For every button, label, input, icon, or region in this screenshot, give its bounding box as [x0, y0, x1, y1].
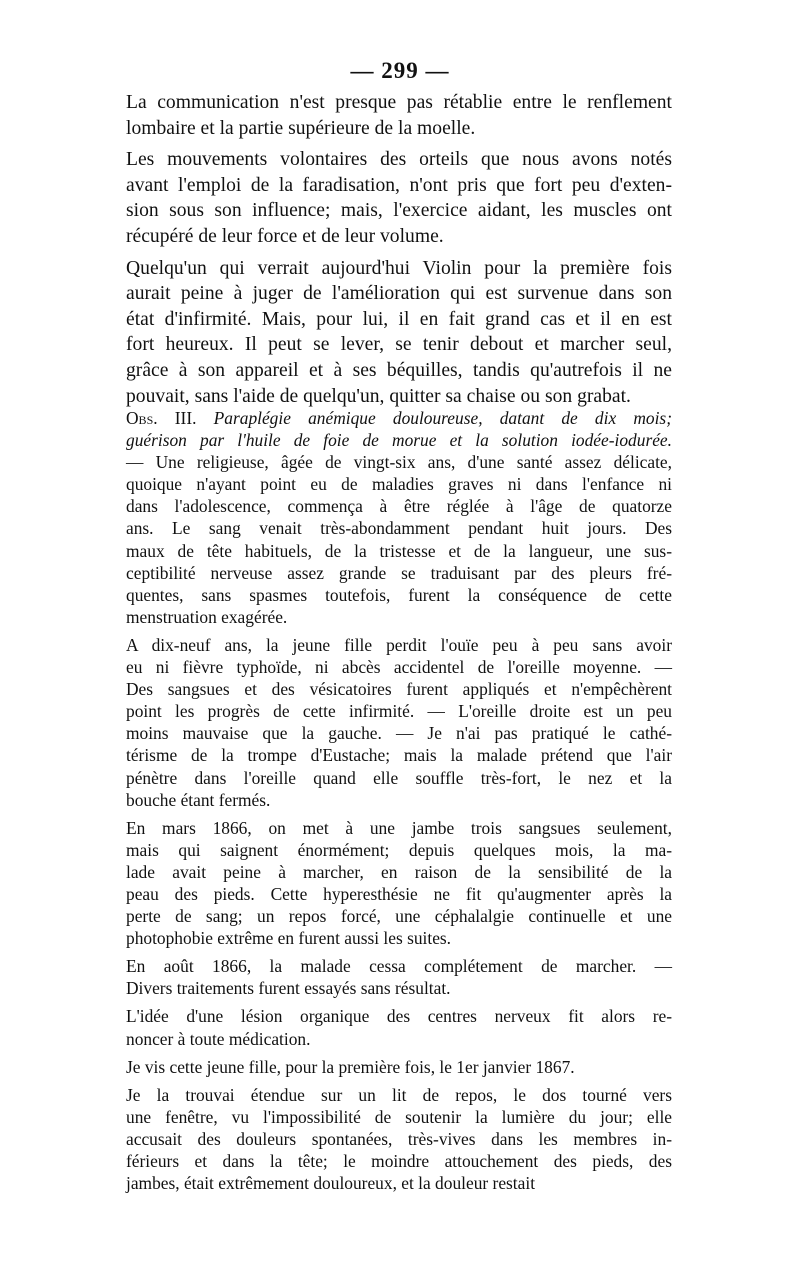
- text-line: fort heureux. Il peut se lever, se tenir debout et marcher seul,: [126, 334, 672, 356]
- paragraph: [126, 634, 672, 811]
- text-line: perte de sang; un repos forcé, une céphalalgie continuelle et une: [126, 906, 672, 927]
- text-line: photophobie extrême en furent aussi les suites.: [126, 928, 452, 949]
- text-line: maux de tête habituels, de la tristesse et de la langueur, une sus-: [126, 540, 672, 561]
- body-text-block: [126, 90, 672, 409]
- paragraph: [126, 147, 672, 249]
- text-line: quentes, sans spasmes toutefois, furent la conséquence de cette: [126, 584, 672, 605]
- text-line: Divers traitements furent essayés sans résultat.: [126, 978, 451, 999]
- observation-paragraph: [126, 473, 672, 628]
- text-line: sion sous son influence; mais, l'exercice aidant, les muscles ont: [126, 200, 672, 222]
- text-line: Des sangsues et des vésicatoires furent appliqués et n'empêchèrent: [126, 679, 672, 700]
- observation-heading: [126, 407, 672, 473]
- text-line: férieurs et dans la tête; le moindre attouchement des pieds, des: [126, 1151, 672, 1171]
- text-line: quoique n'ayant point eu de maladies graves ni dans l'enfance ni: [126, 474, 672, 495]
- text-line: térisme de la trompe d'Eustache; mais la malade prétend que l'air: [126, 745, 672, 766]
- text-line: lombaire et la partie supérieure de la moelle.: [126, 117, 476, 139]
- text-line: Les mouvements volontaires des orteils que nous avons notés: [126, 149, 672, 171]
- text-line: menstruation exagérée.: [126, 606, 288, 627]
- text-line: mais qui saignent énormément; depuis quelques mois, la ma-: [126, 839, 672, 860]
- text-line: eu ni fièvre typhoïde, ni abcès accidentel de l'oreille moyenne. —: [126, 657, 672, 678]
- text-line: point les progrès de cette infirmité. — L'oreille droite est un peu: [126, 701, 672, 722]
- text-line: récupéré de leur force et de leur volume.: [126, 225, 444, 247]
- observation-title-line: guérison par l'huile de foie de morue et la solution iodée-iodurée.: [126, 430, 672, 451]
- text-line: — Une religieuse, âgée de vingt-six ans, d'une santé assez délicate,: [126, 452, 672, 473]
- text-line: pénètre dans l'oreille quand elle souffle très-fort, le nez et la: [126, 767, 672, 788]
- paragraph: [126, 90, 672, 141]
- text-line: jambes, était extrêmement douloureux, et la douleur restait: [126, 1173, 536, 1194]
- paragraph: [126, 1005, 672, 1049]
- text-line: avant l'emploi de la faradisation, n'ont pris que fort peu d'exten-: [126, 174, 672, 196]
- text-line: lade avait peine à marcher, en raison de la sensibilité de la: [126, 861, 672, 882]
- paragraph: [126, 817, 672, 950]
- text-line: La communication n'est presque pas rétablie entre le renflement: [126, 92, 672, 113]
- text-line: L'idée d'une lésion organique des centres nerveux fit alors re-: [126, 1006, 672, 1027]
- text-line: Je vis cette jeune fille, pour la première fois, le 1er janvier 1867.: [126, 1056, 575, 1077]
- text-line: une fenêtre, vu l'impossibilité de soutenir la lumière du jour; elle: [126, 1106, 672, 1127]
- observation-title-part: Paraplégie anémique douloureuse, datant de dix mois;: [213, 408, 672, 428]
- text-line: Je la trouvai étendue sur un lit de repos, le dos tourné vers: [126, 1084, 672, 1105]
- observation-label: Obs. III.: [126, 408, 197, 428]
- paragraph: [126, 955, 672, 999]
- text-line: A dix-neuf ans, la jeune fille perdit l'ouïe peu à peu sans avoir: [126, 634, 672, 655]
- text-line: grâce à son appareil et à ses béquilles, tandis qu'autrefois il ne: [126, 359, 672, 381]
- text-line: Quelqu'un qui verrait aujourd'hui Violin pour la première fois: [126, 257, 672, 279]
- text-line: accusait des douleurs spontanées, très-vives dans les membres in-: [126, 1128, 672, 1149]
- text-line: En mars 1866, on met à une jambe trois sangsues seulement,: [126, 817, 672, 838]
- text-line: ceptibilité nerveuse assez grande se traduisant par des pleurs fré-: [126, 562, 672, 583]
- paragraph: [126, 1056, 672, 1078]
- text-line: ans. Le sang venait très-abondamment pendant huit jours. Des: [126, 518, 672, 539]
- paragraph: [126, 1084, 672, 1194]
- paragraph: [126, 256, 672, 410]
- text-line: aurait peine à juger de l'amélioration qui est survenue dans son: [126, 283, 672, 305]
- observation-block: [126, 407, 672, 1194]
- text-line: dans l'adolescence, commença à être réglée à l'âge de quatorze: [126, 496, 672, 517]
- observation-paragraphs: [126, 634, 672, 1194]
- text-line: état d'infirmité. Mais, pour lui, il en fait grand cas et il en est: [126, 308, 672, 330]
- text-line: pouvait, sans l'aide de quelqu'un, quitter sa chaise ou son grabat.: [126, 385, 631, 407]
- text-line: bouche étant fermés.: [126, 789, 271, 810]
- text-line: moins mauvaise que la gauche. — Je n'ai pas pratiqué le cathé-: [126, 723, 672, 744]
- page-number: — 299 —: [350, 58, 450, 83]
- observation-title-line: [126, 407, 672, 429]
- text-line: En août 1866, la malade cessa complétement de marcher. —: [126, 956, 672, 977]
- text-line: peau des pieds. Cette hyperesthésie ne fit qu'augmenter après la: [126, 883, 672, 904]
- text-line: noncer à toute médication.: [126, 1028, 311, 1049]
